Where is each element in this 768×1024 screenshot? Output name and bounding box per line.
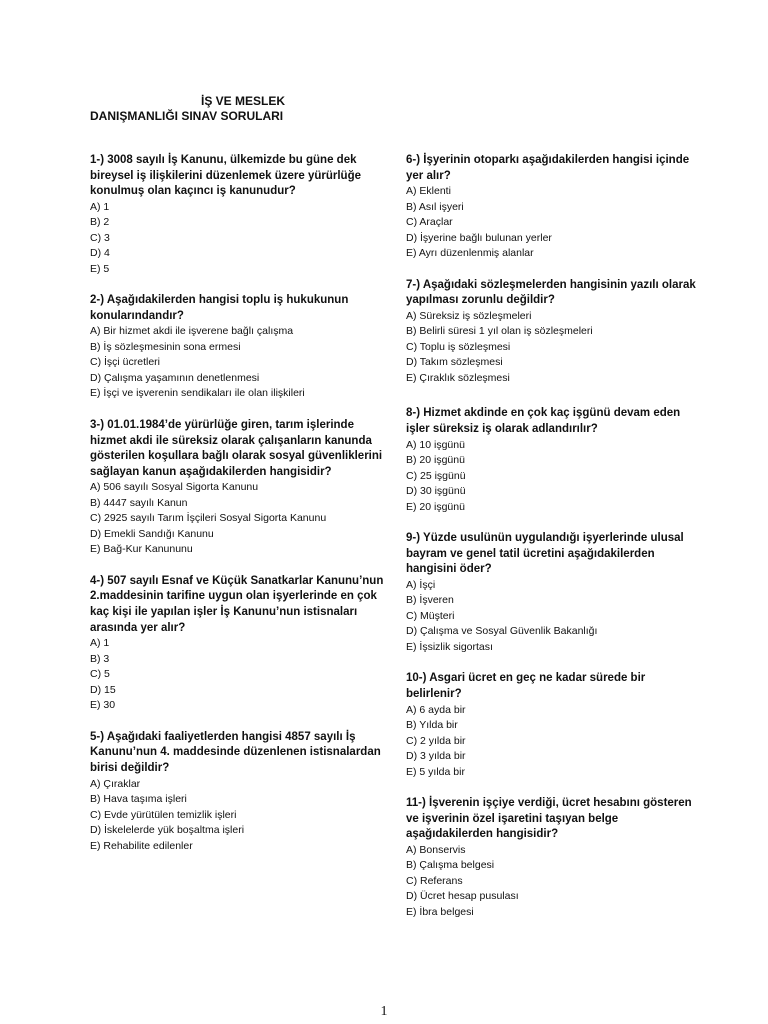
question-10 — [406, 671, 696, 780]
question-1 — [90, 153, 390, 277]
option-d: D) İskelelerde yük boşaltma işleri — [90, 824, 245, 836]
option-c: C) Evde yürütülen temizlik işleri — [90, 808, 237, 821]
option-a: A) Bonservis — [406, 843, 466, 856]
option-d: D) Çalışma ve Sosyal Güvenlik Bakanlığı — [406, 625, 598, 638]
question-3 — [90, 418, 390, 558]
option-d: D) 30 işgünü — [406, 485, 466, 498]
option-b: B) 3 — [90, 652, 110, 665]
option-a: A) 506 sayılı Sosyal Sigorta Kanunu — [90, 481, 259, 494]
question-stem: 3-) 01.01.1984’de yürürlüğe giren, tarım işlerinde hizmet akdi ile süreksiz olarak çalışanların kanunda gösterilen koşullara bağlı olarak sosyal güvenliklerini sağlayan kanun aşağıdakilerden hangisidir? — [90, 418, 383, 478]
option-a: A) Bir hizmet akdi ile işverene bağlı çalışma — [90, 325, 294, 338]
option-c: C) Referans — [406, 874, 463, 887]
option-d: D) Emekli Sandığı Kanunu — [90, 527, 214, 540]
question-stem: 1-) 3008 sayılı İş Kanunu, ülkemizde bu güne dek bireysel iş ilişkilerini düzenlemek üzere yürürlüğe konulmuş olan kaçıncı iş kanunudur? — [90, 154, 361, 198]
title-line-1: İŞ VE MESLEK — [201, 94, 286, 108]
option-a: A) 10 işgünü — [406, 438, 465, 451]
option-c: C) 2925 sayılı Tarım İşçileri Sosyal Sigorta Kanunu — [90, 512, 327, 525]
option-d: D) 4 — [90, 247, 110, 260]
option-b: B) Hava taşıma işleri — [90, 793, 187, 805]
option-b: B) Asıl işyeri — [406, 200, 464, 213]
question-stem: 4-) 507 sayılı Esnaf ve Küçük Sanatkarlar Kanunu’nun 2.maddesinin tarifine uygun olan işyerlerinde en çok kaç kişi ile yapılan işler İş Kanunu’nun istisnaları arasında yer alır? — [90, 574, 384, 634]
option-e: E) İşsizlik sigortası — [406, 640, 493, 653]
option-b: B) Belirli süresi 1 yıl olan iş sözleşmeleri — [406, 325, 593, 338]
option-a: A) Çıraklar — [90, 777, 141, 790]
question-8 — [406, 406, 696, 515]
question-stem: 6-) İşyerinin otoparkı aşağıdakilerden hangisi içinde yer alır? — [406, 154, 690, 182]
option-c: C) 2 yılda bir — [406, 734, 466, 747]
option-d: D) Çalışma yaşamının denetlenmesi — [90, 371, 260, 384]
option-a: A) Süreksiz iş sözleşmeleri — [406, 309, 532, 322]
option-e: E) 20 işgünü — [406, 500, 465, 513]
option-d: D) İşyerine bağlı bulunan yerler — [406, 231, 552, 244]
question-4 — [90, 574, 390, 714]
question-11 — [406, 796, 696, 920]
question-9 — [406, 531, 696, 655]
option-e: E) 5 — [90, 262, 110, 275]
option-c: C) Toplu iş sözleşmesi — [406, 340, 511, 353]
question-stem: 2-) Aşağıdakilerden hangisi toplu iş hukukunun konularındandır? — [90, 294, 349, 322]
option-e: E) 5 yılda bir — [406, 765, 465, 778]
option-a: A) 1 — [90, 200, 110, 213]
option-d: D) Ücret hesap pusulası — [406, 890, 519, 903]
option-b: B) 20 işgünü — [406, 454, 465, 467]
option-a: A) 1 — [90, 637, 110, 650]
page-number: 1 — [380, 1004, 388, 1019]
option-c: C) 5 — [90, 668, 110, 681]
option-b: B) 2 — [90, 216, 110, 229]
option-b: B) Yılda bir — [406, 719, 458, 732]
question-stem: 7-) Aşağıdaki sözleşmelerden hangisinin yazılı olarak yapılması zorunlu değildir? — [406, 278, 696, 307]
question-stem: 9-) Yüzde usulünün uygulandığı işyerlerinde ulusal bayram ve genel tatil ücretini aşağıdakilerden hangisini öder? — [406, 532, 684, 576]
option-c: C) Müşteri — [406, 609, 455, 622]
option-c: C) 25 işgünü — [406, 469, 466, 482]
option-e: E) Bağ-Kur Kanununu — [90, 543, 193, 556]
question-stem: 8-) Hizmet akdinde en çok kaç işgünü devam eden işler süreksiz iş olarak adlandırılır? — [406, 407, 681, 435]
question-6 — [406, 153, 696, 262]
option-e: E) 30 — [90, 699, 116, 712]
question-7 — [406, 278, 696, 387]
question-2 — [90, 293, 390, 402]
option-e: E) İşçi ve işverenin sendikaları ile olan ilişkileri — [90, 387, 305, 400]
document-title — [90, 94, 285, 124]
question-stem: 10-) Asgari ücret en geç ne kadar sürede bir belirlenir? — [406, 672, 646, 700]
option-d: D) 3 yılda bir — [406, 750, 466, 763]
option-c: C) Araçlar — [406, 216, 453, 229]
question-stem: 11-) İşverenin işçiye verdiği, ücret hesabını gösteren ve işverinin özel işaretini taşıyan belge aşağıdakilerden hangisidir? — [406, 797, 692, 841]
title-line-2: DANIŞMANLIĞI SINAV SORULARI — [90, 109, 284, 123]
option-b: B) İş sözleşmesinin sona ermesi — [90, 340, 241, 353]
left-column — [90, 153, 390, 870]
option-a: A) 6 ayda bir — [406, 703, 466, 716]
option-b: B) İşveren — [406, 594, 454, 607]
option-d: D) 15 — [90, 683, 116, 696]
option-e: E) Çıraklık sözleşmesi — [406, 371, 510, 384]
option-e: E) Rehabilite edilenler — [90, 839, 193, 852]
option-e: E) İbra belgesi — [406, 905, 474, 918]
option-a: A) Eklenti — [406, 185, 451, 198]
option-c: C) İşçi ücretleri — [90, 356, 161, 369]
right-column — [406, 153, 696, 936]
option-b: B) Çalışma belgesi — [406, 859, 495, 872]
option-b: B) 4447 sayılı Kanun — [90, 496, 188, 509]
question-stem: 5-) Aşağıdaki faaliyetlerden hangisi 4857 sayılı İş Kanunu’nun 4. maddesinde düzenlenen istisnalardan birisi değildir? — [90, 730, 381, 774]
question-5 — [90, 730, 390, 854]
option-c: C) 3 — [90, 231, 110, 244]
option-a: A) İşçi — [406, 578, 436, 591]
option-d: D) Takım sözleşmesi — [406, 356, 503, 369]
option-e: E) Ayrı düzenlenmiş alanlar — [406, 247, 534, 260]
